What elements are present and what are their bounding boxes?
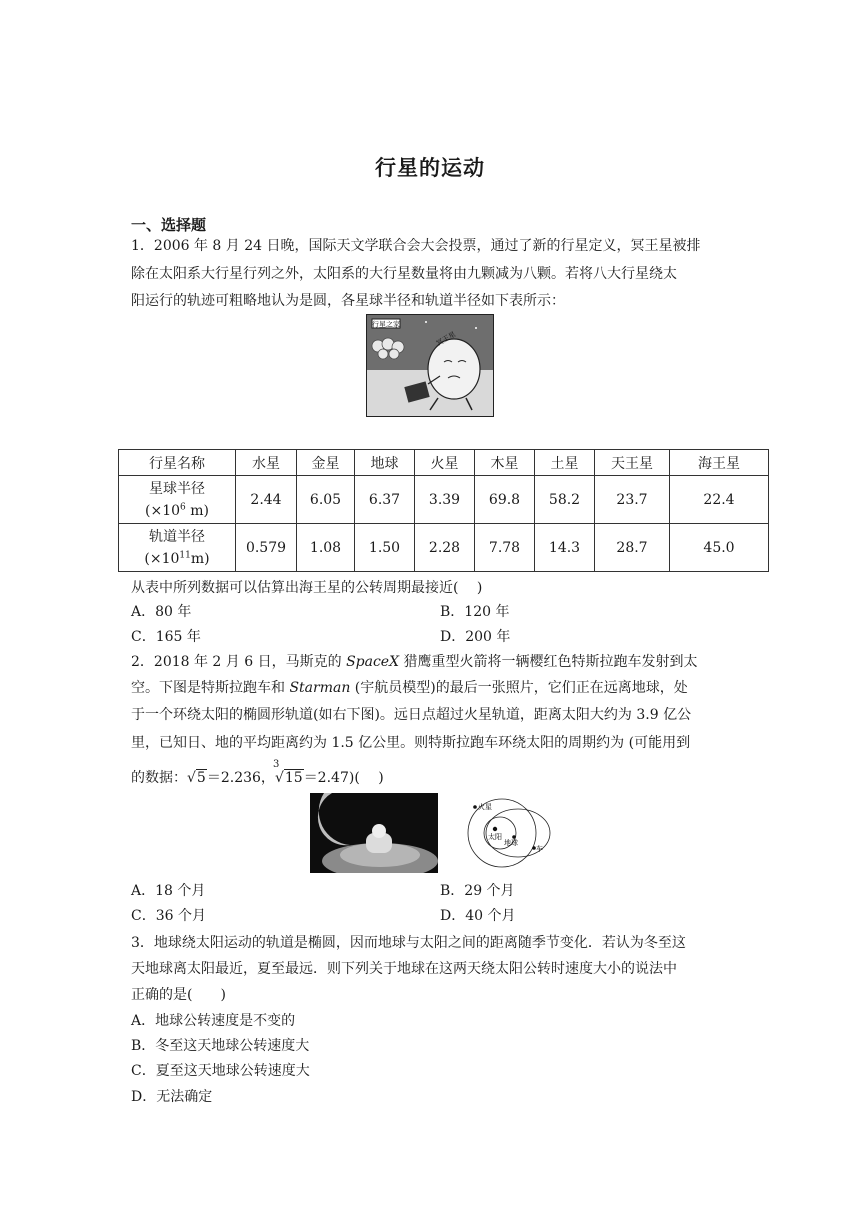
image-pluto-text: 冥王星 <box>435 330 458 348</box>
q2-line-5: 的数据：√5＝2.236， 3 √15＝2.47)( ) <box>131 759 384 786</box>
row-label-text: 轨道半径 <box>149 528 205 545</box>
planet-data-table <box>118 449 769 572</box>
q3-option-a[interactable]: A．地球公转速度是不变的 <box>131 1013 296 1029</box>
table-cell: 69.8 <box>475 476 535 524</box>
row-unit: ($\times 10^6$ m) <box>145 501 209 519</box>
table-row-radius <box>119 476 769 524</box>
table-cell: 28.7 <box>595 524 670 572</box>
q2-option-b[interactable]: B．29 个月 <box>440 883 515 899</box>
q1-line-1: 1．2006 年 8 月 24 日晚，国际天文学联合会大会投票，通过了新的行星定义，冥王星被排 <box>131 238 701 254</box>
q1-option-c[interactable]: C．165 年 <box>131 629 201 645</box>
table-cell: 3.39 <box>415 476 475 524</box>
q1-line-3: 阳运行的轨迹可粗略地认为是圆，各星球半径和轨道半径如下表所示： <box>131 293 565 309</box>
table-cell: 23.7 <box>595 476 670 524</box>
mars-label: 火星 <box>478 803 492 811</box>
row-label-text: 星球半径 <box>149 480 205 497</box>
tesla-photo <box>310 793 438 873</box>
page-title: 行星的运动 <box>375 155 485 180</box>
q1-line-2: 除在太阳系大行星行列之外，太阳系的大行星数量将由九颗减为八颗。若将八大行星绕太 <box>131 266 677 282</box>
table-header-cell: 火星 <box>415 450 475 476</box>
table-cell: 22.4 <box>670 476 769 524</box>
q1-option-a[interactable]: A．80 年 <box>131 604 192 620</box>
table-cell: 7.78 <box>475 524 535 572</box>
table-cell: 45.0 <box>670 524 769 572</box>
table-header-row <box>119 450 769 476</box>
car-label: 车 <box>536 845 543 853</box>
table-row-label <box>119 524 236 572</box>
row-unit: $(\times 10^{11}m)$ <box>144 549 210 567</box>
q3-option-c[interactable]: C．夏至这天地球公转速度大 <box>131 1063 310 1079</box>
q2-option-c[interactable]: C．36 个月 <box>131 908 206 924</box>
table-row-orbit <box>119 524 769 572</box>
sun-label: 太阳 <box>488 833 502 841</box>
q3-line-2: 天地球离太阳最近，夏至最远．则下列关于地球在这两天绕太阳公转时速度大小的说法中 <box>131 961 677 977</box>
earth-label: 地球 <box>504 839 518 847</box>
table-header-cell: 木星 <box>475 450 535 476</box>
q3-option-b[interactable]: B．冬至这天地球公转速度大 <box>131 1038 310 1054</box>
table-header-cell: 金星 <box>297 450 355 476</box>
q1-option-b[interactable]: B．120 年 <box>440 604 510 620</box>
cube-root-symbol: √ <box>274 770 284 786</box>
q2-line-1: 2．2018 年 2 月 6 日，马斯克的 SpaceX 猎鹰重型火箭将一辆樱红色特斯拉跑车发射到太 <box>131 654 698 670</box>
table-header-cell: 土星 <box>535 450 595 476</box>
q2-line-3: 于一个环绕太阳的椭圆形轨道(如右下图)。远日点超过火星轨道，距离太阳大约为 3.9 亿公 <box>131 707 692 723</box>
table-cell: 6.37 <box>355 476 415 524</box>
table-cell: 0.579 <box>236 524 297 572</box>
table-cell: 2.28 <box>415 524 475 572</box>
sqrt-symbol: √ <box>187 770 196 786</box>
table-header-cell: 水星 <box>236 450 297 476</box>
table-cell: 58.2 <box>535 476 595 524</box>
table-cell: 1.50 <box>355 524 415 572</box>
q1-option-d[interactable]: D．200 年 <box>440 629 511 645</box>
pluto-cartoon-image <box>366 314 494 417</box>
image-sign-text: 行星之家 <box>372 320 400 329</box>
section-heading: 一、选择题 <box>131 216 207 234</box>
table-cell: 14.3 <box>535 524 595 572</box>
table-row-label <box>119 476 236 524</box>
q2-option-d[interactable]: D．40 个月 <box>440 908 516 924</box>
table-cell: 6.05 <box>297 476 355 524</box>
table-cell: 1.08 <box>297 524 355 572</box>
table-cell: 2.44 <box>236 476 297 524</box>
orbit-diagram <box>462 795 558 871</box>
q2-line-2: 空。下图是特斯拉跑车和 Starman (宇航员模型)的最后一张照片，它们正在远离地球，处 <box>131 680 688 696</box>
q3-line-1: 3．地球绕太阳运动的轨道是椭圆，因而地球与太阳之间的距离随季节变化．若认为冬至这 <box>131 935 686 951</box>
q2-line-4: 里，已知日、地的平均距离约为 1.5 亿公里。则特斯拉跑车环绕太阳的周期约为 (可能用到 <box>131 735 691 751</box>
table-header-cell: 行星名称 <box>119 450 236 476</box>
q3-option-d[interactable]: D．无法确定 <box>131 1089 213 1105</box>
table-header-cell: 海王星 <box>670 450 769 476</box>
table-header-cell: 天王星 <box>595 450 670 476</box>
q1-question: 从表中所列数据可以估算出海王星的公转周期最接近( ) <box>131 580 483 596</box>
q2-option-a[interactable]: A．18 个月 <box>131 883 206 899</box>
table-header-cell: 地球 <box>355 450 415 476</box>
q3-line-3: 正确的是( ) <box>131 987 226 1003</box>
